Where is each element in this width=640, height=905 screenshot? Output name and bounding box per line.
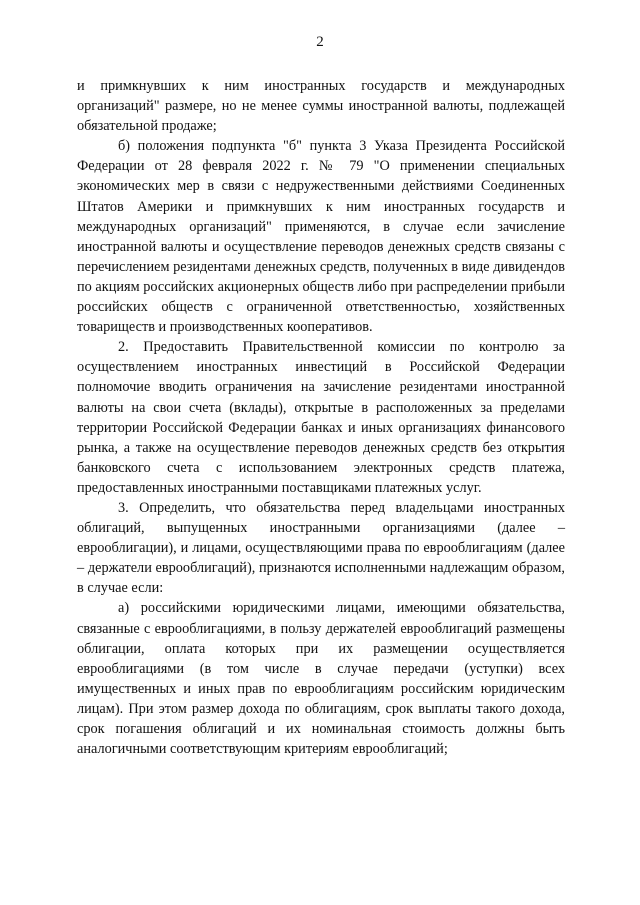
paragraph-continuation: и примкнувших к ним иностранных государств и международных организаций" размере, но не менее суммы иностранной валюты, подлежащей обязательной продаже;	[77, 78, 565, 135]
paragraph-subitem-b: б) положения подпункта "б" пункта 3 Указа Президента Российской Федерации от 28 февраля 2022 г. № 79 "О применении специальных экономических мер в связи с недружественными действиями Соединенных Штатов Америки и примкнувших к ним иностранных государств и международных организаций" применяются, в случае если зачисление иностранной валюты и осуществление переводов денежных средств связаны с перечислением резидентами денежных средств, полученных в виде дивидендов по акциям российских акционерных обществ либо при распределении прибыли российских обществ с ограниченной ответственностью, хозяйственных товариществ и производственных кооперативов.	[77, 138, 565, 336]
document-body	[77, 76, 565, 759]
paragraph-subitem-a: а) российскими юридическими лицами, имеющими обязательства, связанные с еврооблигациями, в пользу держателей еврооблигаций размещены облигации, оплата которых при их размещении осуществляется еврооблигациями (в том числе в случае передачи (уступки) всех имущественных и иных прав по еврооблигациям российским юридическим лицам). При этом размер дохода по облигациям, срок выплаты такого дохода, срок погашения облигаций и их номинальная стоимость должны быть аналогичными соответствующим критериям еврооблигаций;	[77, 600, 565, 758]
paragraph-item-3: 3. Определить, что обязательства перед владельцами иностранных облигаций, выпущенных иностранными организациями (далее – еврооблигации), и лицами, осуществляющими права по еврооблигациям (далее – держатели еврооблигаций), признаются исполненными надлежащим образом, в случае если:	[77, 499, 565, 597]
page-number: 2	[316, 34, 324, 50]
paragraph-item-2: 2. Предоставить Правительственной комиссии по контролю за осуществлением иностранных инвестиций в Российской Федерации полномочие вводить ограничения на зачисление резидентами иностранной валюты на свои счета (вклады), открытые в расположенных за пределами территории Российской Федерации банках и иных организациях финансового рынка, а также на осуществление переводов денежных средств без открытия банковского счета с использованием электронных средств платежа, предоставленных иностранными поставщиками платежных услуг.	[77, 339, 565, 496]
